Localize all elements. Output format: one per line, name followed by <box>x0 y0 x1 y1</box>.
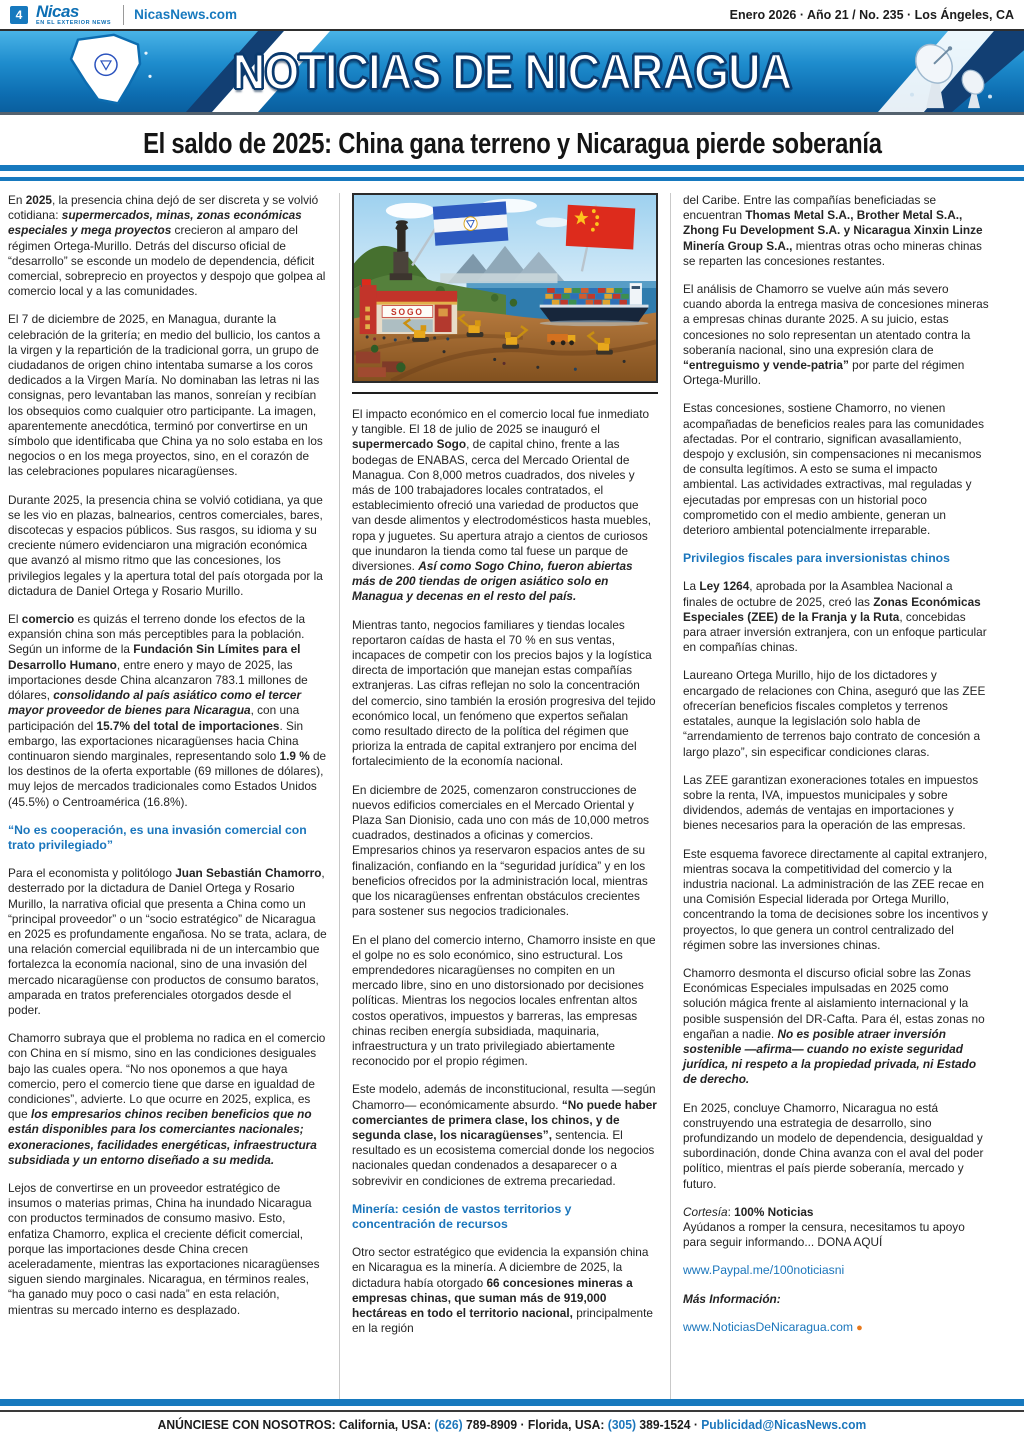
text-run: Durante 2025, la presencia china se volvió cotidiana, ya que se les vio en plazas, balnearios, centros comerciales, bares, discotecas y espacios públicos. Sus rasgos, su idioma y su creciente número evidenciaron una migración económica que avanzó al mismo ritmo que las concesiones, los privilegios legales y la apertura total del país otorgada por la dictadura de Daniel Ortega y Rosario Murillo. <box>8 492 323 598</box>
text-run: del Caribe. Entre las compañías beneficiadas se encuentran <box>683 193 937 223</box>
text-run: Otro sector estratégico que evidencia la expansión china en Nicaragua es la minería. A diciembre de 2025, la dictadura había otorgado <box>352 1245 649 1290</box>
headline-rule-top <box>0 165 1024 171</box>
banner-title: NOTICIAS DE NICARAGUA <box>232 43 792 100</box>
paragraph <box>352 1245 658 1336</box>
section-subhead: Privilegios fiscales para inversionistas chinos <box>683 551 950 566</box>
paragraph <box>683 847 989 953</box>
text-run: La <box>683 579 700 594</box>
text-run: Ayúdanos a romper la censura, necesitamos tu apoyo para seguir informando... DONA AQUÍ <box>683 1219 965 1250</box>
article-column-left <box>8 193 327 1399</box>
paragraph <box>352 933 658 1070</box>
article-column-right <box>670 193 989 1399</box>
text-run: 389-1524 · <box>636 1417 702 1432</box>
text-run: El impacto económico en el comercio local fue inmediato y tangible. El 18 de julio de 2025 se inauguró el <box>352 407 650 437</box>
text-run: 66 concesiones mineras a empresas chinas, que suman más de 919,000 hectáreas en todo el territorio nacional, <box>352 1275 633 1320</box>
text-run: mientras otras ocho mineras chinas se reparten las concesiones restantes. <box>683 238 982 268</box>
paragraph <box>8 493 327 599</box>
text-run: El <box>8 612 22 627</box>
port-construction-illustration <box>354 195 656 381</box>
text-run: los empresarios chinos reciben beneficios que no están disponibles para los comerciantes nacionales; exoneraciones, facilidades energéticas, infraestructura subsidiada y un entorno diseñado a su medida. <box>8 1107 317 1167</box>
headline-wrap <box>0 115 1024 165</box>
text-run: El análisis de Chamorro se vuelve aún más severo cuando aborda la entrega masiva de concesiones mineras a empresas chinas durante 2025. A su juicio, estas concesiones no solo representan un atentado contra la soberanía nacional, sino una expresión clara de <box>683 282 989 357</box>
text-run: En 2025, concluye Chamorro, Nicaragua no está construyendo una estrategia de desarrollo, sino profundizando un modelo de dependencia, desigualdad y subordinación, donde China avanza con el aval del poder político, mientras el país pierde soberanía, mercado y futuro. <box>683 1100 984 1191</box>
link-text[interactable]: www.Paypal.me/100noticiasni <box>683 1263 845 1278</box>
text-run: crecieron al amparo del régimen Ortega-Murillo. Detrás del discurso oficial de “desarrollo” se esconde un modelo de dependencia, déficit comercial, sobreprecio en proyectos y despojo que golpea al comercio local y a las comunidades. <box>8 223 326 299</box>
masthead-topbar <box>0 0 1024 31</box>
text-run: Las ZEE garantizan exoneraciones totales en impuestos sobre la renta, IVA, impuestos municipales y sobre dividendos, además de ventajas en importaciones y bienes necesarios para la operación de las empresas. <box>683 772 979 833</box>
text-run: , de capital chino, frente a las bodegas de ENABAS, cerca del Mercado Oriental de Managua. Con 8,000 metros cuadrados, dos niveles y más de 100 trabajadores locales contratados, el establecimiento ofreció una variedad de productos que van desde alimentos y electrodomésticos hasta muebles, ropa y juguetes. Su apertura atrajo a cientos de curiosos que inundaron la tienda como tal fuese un parque de diversiones. <box>352 437 652 574</box>
text-run: No es posible atraer inversión sostenible —afirma— cuando no existe seguridad jurídica, ni respeto a la propiedad privada, ni Estado de derecho. <box>683 1026 977 1087</box>
text-run: , desterrado por la dictadura de Daniel Ortega y Rosario Murillo, la narrativa oficial que presenta a China como un “principal proveedor” o un “socio estratégico” de Nicaragua en 2025 es profundamente engañosa. No se trata, aclara, de una relación comercial equilibrada ni de un intercambio que fortalezca la economía nacional, sino de una invasión del mercado nicaragüense con productos de consumo baratos, amparada en tratos preferenciales otorgados desde el poder. <box>8 866 327 1017</box>
text-run: por parte del régimen Ortega-Murillo. <box>683 358 965 388</box>
text-run: En el plano del comercio interno, Chamorro insiste en que el golpe no es solo económico, sino estructural. Los emprendedores nicaragüenses no compiten en un mercado libre, sino en uno distorsionado por decisiones políticas. Mientras los negocios locales enfrentan altos costos operativos, impuestos y barreras, las empresas chinas reciben energía subsidiada, maquinaria, infraestructura y un trato privilegiado abiertamente reconocido por el propio régimen. <box>352 932 656 1069</box>
article-headline: El saldo de 2025: China gana terreno y Nicaragua pierde soberanía <box>142 128 882 160</box>
paragraph <box>8 612 327 810</box>
article-link[interactable] <box>683 1263 989 1278</box>
text-run: 789-8909 · Florida, USA: <box>462 1417 608 1432</box>
nicas-logo-subtext: EN EL EXTERIOR NEWS <box>36 19 112 26</box>
text-run: . Sin embargo, las exportaciones nicaragüenses hacia China continuaron siendo marginales, representando solo <box>8 718 304 763</box>
text-run: Este esquema favorece directamente al capital extranjero, mientras socava la competitividad del comercio y la industria nacional. La administración de las ZEE recae en una Comisión Especial liderada por Ortega Murillo, concentrando la toma de decisiones sobre los incentivos y proyectos, lo que genera un control centralizado del régimen sobre las inversiones chinas. <box>683 846 988 952</box>
inline-link[interactable]: (305) <box>607 1417 637 1432</box>
paragraph <box>683 668 989 759</box>
topbar-divider <box>123 5 124 25</box>
section-subhead: Minería: cesión de vastos territorios y concentración de recursos <box>352 1201 572 1231</box>
text-run: de los destinos de la oferta exportable (69 millones de dólares), muy lejos de mercados tradicionales como Estados Unidos (45.5%) o Centroamérica (16.8%). <box>8 748 327 809</box>
newspaper-banner <box>0 31 1024 115</box>
article-link[interactable] <box>683 1320 989 1336</box>
paragraph <box>683 773 989 834</box>
text-run: es quizás el terreno donde los efectos de la expansión china son más perceptibles para la población. Según un informe de la <box>8 612 306 657</box>
footer <box>0 1412 1024 1440</box>
text-run: supermercado Sogo <box>352 437 467 452</box>
text-run: : <box>727 1204 735 1219</box>
text-run: El 7 de diciembre de 2025, en Managua, durante la celebración de la gritería; en medio del bullicio, los cantos a la virgen y la repartición de la tradicional gorra, un grupo de ciudadanos de origen chino intentaba sumarse a los coros dedicados a la Virgen María. No dominaban las letras ni las consignas, pero levantaban las manos, sonreían y recibían los obsequios como cualquier otro participante. La imagen, aparentemente anecdótica, terminó por convertirse en un símbolo que identificaba que China ya no solo estaba en los negocios o en los mega proyectos, sino, en el corazón de las celebraciones populares nicaragüenses. <box>8 312 323 479</box>
inline-link[interactable]: (626) <box>434 1417 463 1432</box>
issue-info: Enero 2026 · Año 21 / No. 235 · Los Ángeles, CA <box>729 7 1014 22</box>
text-run: , la presencia china dejó de ser discreta y se volvió cotidiana: <box>8 193 319 223</box>
text-run: Este modelo, además de inconstitucional, resulta —según Chamorro— económicamente absurdo. <box>352 1082 656 1112</box>
text-run: principalmente en la región <box>352 1305 653 1336</box>
text-run: Fundación Sin Límites para el Desarrollo Humano <box>8 642 301 672</box>
text-run: comercio <box>21 612 75 627</box>
text-run: Chamorro subraya que el problema no radica en el comercio con China en sí mismo, sino en las condiciones desiguales bajo las cuales opera. “No nos oponemos a que haya comercio, pero el comercio tiene que darse en igualdad de condiciones”, advierte. Lo que ocurre en 2025, explica, es que <box>8 1031 326 1122</box>
text-run: Cortesía <box>683 1204 728 1219</box>
paragraph <box>352 618 658 770</box>
paragraph <box>683 401 989 538</box>
paragraph <box>683 193 989 269</box>
paragraph <box>8 1031 327 1168</box>
section-subhead: “No es cooperación, es una invasión comercial con trato privilegiado” <box>8 822 307 852</box>
text-run: Thomas Metal S.A., Brother Metal S.A., Zhong Fu Development S.A. y Nicaragua Xinxin Linze Minería Group S.A., <box>683 208 983 253</box>
text-run: Juan Sebastián Chamorro <box>175 866 322 881</box>
footer-rule-blue <box>0 1399 1024 1406</box>
text-run: consolidando al país asiático como el tercer mayor proveedor de bienes para Nicaragua <box>8 688 302 718</box>
sogo-sign-text: SOGO <box>391 306 424 317</box>
inline-link[interactable]: Publicidad@NicasNews.com <box>701 1417 867 1432</box>
text-run: Laureano Ortega Murillo, hijo de los dictadores y encargado de relaciones con China, aseguró que las ZEE ofrecerían beneficios fiscales completos y terrenos estatales, aunque la legislación solo habla de “arrendamiento de terrenos bajo contrato de concesión a largo plazo”, sin especificar condiciones claras. <box>683 668 986 759</box>
text-run: Ley 1264 <box>699 579 750 594</box>
text-run: sentencia. El resultado es un ecosistema comercial donde los negocios nacionales quedan condenados a desaparecer o a sobrevivir en condiciones de extrema precariedad. <box>352 1127 655 1188</box>
text-run: , entre enero y mayo de 2025, las importaciones desde China alcanzaron 783.1 millones de dólares, <box>8 657 308 703</box>
paragraph <box>8 312 327 479</box>
text-run: En <box>8 193 26 207</box>
text-run: Mientras tanto, negocios familiares y tiendas locales reportaron caídas de hasta el 70 % en sus ventas, incapaces de competir con los precios bajos y la logística directa de importación que manejan estas compañías extranjeras. Las cifras reflejan no solo la concentración del comercio, sino también la erosión progresiva del tejido económico local, un fenómeno que expertos señalan como resultado directo de la política del régimen que prioriza la entrada de capital extranjero por encima del fortalecimiento de la economía nacional. <box>352 617 656 769</box>
text-run: , aprobada por la Asamblea Nacional a finales de octubre de 2025, creó las <box>683 579 953 609</box>
paragraph <box>683 1101 989 1192</box>
nicaragua-map-icon <box>71 35 152 103</box>
text-run: Más Información: <box>683 1291 781 1306</box>
nicas-logo-text: Nicas <box>36 1 79 21</box>
text-run: “No puede haber comerciantes de primera clase, los chinos, y de segunda clase, los nicaragüenses”, <box>352 1097 657 1142</box>
text-run: , con una participación del <box>8 703 300 733</box>
text-run: Así como Sogo Chino, fueron abiertas más de 200 tiendas de origen asiático solo en Managua y decenas en el resto del país. <box>352 559 633 604</box>
paragraph <box>352 783 658 920</box>
text-run: Lejos de convertirse en un proveedor estratégico de insumos o materias primas, China ha inundado Nicaragua con productos terminados de consumo masivo. Esto, enfatiza Chamorro, explica el creciente déficit comercial, porque las importaciones desde China crecen aceleradamente, mientras las exportaciones nicaragüenses siguen siendo marginales. Nicaragua, en términos reales, “ha ganado muy poco o casi nada” en esta relación, mientras su mercado interno es desplazado. <box>8 1180 320 1317</box>
text-run: “entreguismo y vende-patria” <box>683 358 849 373</box>
text-run: 15.7% del total de importaciones <box>96 718 280 733</box>
text-run: Chamorro desmonta el discurso oficial sobre las Zonas Económicas Especiales impulsadas en 2025 como solución mágica frente al aislamiento internacional y la posible suspensión del DR-Cafta. Para él, estas zonas no engañan a nadie. <box>683 965 985 1041</box>
paragraph <box>683 1292 989 1307</box>
paragraph <box>683 579 989 655</box>
paragraph <box>352 1082 658 1188</box>
page-number-badge: 4 <box>10 6 28 24</box>
text-run: 2025 <box>25 193 52 207</box>
article-illustration <box>352 193 658 383</box>
text-run: Para el economista y politólogo <box>8 866 176 881</box>
paragraph <box>683 282 989 388</box>
text-run: Estas concesiones, sostiene Chamorro, no vienen acompañadas de beneficios reales para las comunidades afectadas. Por el contrario, significan avasallamiento, despojo y exclusión, sin compensaciones ni mecanismos de consulta legítimos. A esto se suma el impacto ambiental. Las actividades extractivas, mal reguladas y ejecutadas por empresas con un historial poco comprometido con el medio ambiente, generan un deterioro ambiental potencialmente irreparable. <box>683 401 985 538</box>
text-run: supermercados, minas, zonas económicas especiales y mega proyectos <box>8 208 302 238</box>
text-run: ANÚNCIESE CON NOSOTROS: <box>157 1417 340 1432</box>
article-column-middle <box>339 193 658 1399</box>
figure-divider <box>352 392 658 394</box>
article-body <box>0 181 1024 1399</box>
text-run: En diciembre de 2025, comenzaron construcciones de nuevos edificios comerciales en el Mercado Oriental y Plaza San Dionisio, cada uno con más de 10,000 metros cuadrados, destinados a oficinas y comercios. Empresarios chinos ya reservaron espacios antes de su finalización, confiando en la “seguridad jurídica” y en los beneficios ofrecidos por la administración local, mientras que los nicaragüenses enfrentan obstáculos crecientes para sostener sus negocios tradicionales. <box>352 782 650 919</box>
paragraph <box>683 966 989 1088</box>
paragraph <box>683 1205 989 1251</box>
advertise-line <box>158 1417 867 1432</box>
text-run: 100% Noticias <box>734 1204 814 1219</box>
text-run: 1.9 % <box>279 748 310 763</box>
site-url[interactable]: NicasNews.com <box>134 7 237 22</box>
orange-dot-icon: ● <box>853 1321 863 1334</box>
paragraph <box>352 407 658 605</box>
text-run: Zonas Económicas Especiales (ZEE) de la Franja y la Ruta <box>683 594 981 624</box>
paragraph <box>8 1181 327 1318</box>
link-text[interactable]: www.NoticiasDeNicaragua.com <box>683 1319 854 1334</box>
text-run: California, USA: <box>339 1417 435 1432</box>
paragraph <box>8 193 327 299</box>
text-run: , concebidas para atraer inversión extranjera, con un enfoque particular en compañías chinas. <box>683 609 987 655</box>
nicas-logo <box>36 3 111 27</box>
paragraph <box>8 866 327 1018</box>
